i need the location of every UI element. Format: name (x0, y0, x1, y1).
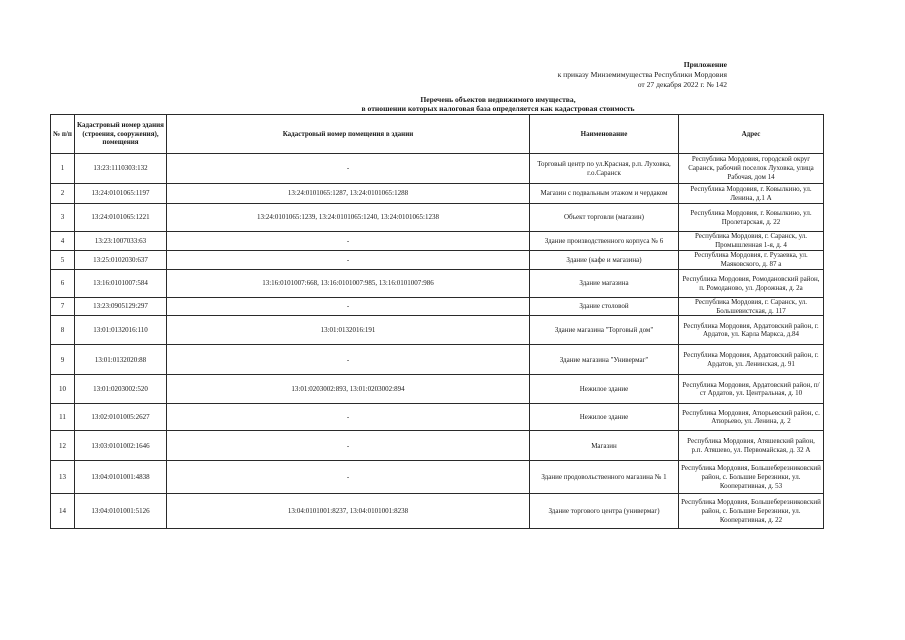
row-number-cell: 3 (51, 204, 75, 232)
object-name-cell: Здание производственного корпуса № 6 (530, 232, 679, 251)
room-cadastral-numbers-cell: - (167, 404, 530, 431)
address-cell: Республика Мордовия, г. Ковылкино, ул. Ленина, д.1 А (679, 184, 824, 204)
cadastral-number-cell: 13:25:0102030:637 (75, 251, 167, 270)
address-cell: Республика Мордовия, Большеберезниковский район, с. Большие Березники, ул. Кооперативная, д. 22 (679, 494, 824, 529)
room-cadastral-numbers-cell: - (167, 232, 530, 251)
row-number-cell: 5 (51, 251, 75, 270)
table-row (51, 404, 824, 431)
address-cell: Республика Мордовия, Ардатовский район, г. Ардатов, ул. Карла Маркса, д.84 (679, 316, 824, 345)
room-cadastral-numbers-cell: - (167, 461, 530, 494)
room-cadastral-numbers-cell: - (167, 154, 530, 184)
appendix-title: Приложение (683, 60, 727, 69)
header-name: Наименование (530, 115, 679, 154)
cadastral-number-cell: 13:23:1110303:132 (75, 154, 167, 184)
room-cadastral-numbers-cell: 13:24:0101065:1239, 13:24:0101065:1240, 13:24:0101065:1238 (167, 204, 530, 232)
row-number-cell: 10 (51, 375, 75, 404)
header-cadastral-number: Кадастровый номер здания (строения, сооружения), помещения (75, 115, 167, 154)
row-number-cell: 6 (51, 270, 75, 298)
row-number-cell: 13 (51, 461, 75, 494)
object-name-cell: Нежилое здание (530, 404, 679, 431)
cadastral-number-cell: 13:23:0905129:297 (75, 298, 167, 316)
cadastral-number-cell: 13:04:0101001:4838 (75, 461, 167, 494)
table-row (51, 270, 824, 298)
table-header-row (51, 115, 824, 154)
address-cell: Республика Мордовия, г. Саранск, ул. Большевистская, д. 117 (679, 298, 824, 316)
table-row (51, 345, 824, 375)
table-row (51, 232, 824, 251)
cadastral-number-cell: 13:03:0101002:1646 (75, 431, 167, 461)
row-number-cell: 1 (51, 154, 75, 184)
table-row (51, 375, 824, 404)
appendix-order-line: к приказу Минземимущества Республики Мордовия (557, 70, 727, 79)
address-cell: Республика Мордовия, Ардатовский район, п/ст Ардатов, ул. Центральная, д. 10 (679, 375, 824, 404)
table-row (51, 298, 824, 316)
table-row (51, 431, 824, 461)
address-cell: Республика Мордовия, Большеберезниковский район, с. Большие Березники, ул. Кооперативная, д. 53 (679, 461, 824, 494)
address-cell: Республика Мордовия, городской округ Саранск, рабочий поселок Луховка, улица Рабочая, дом 14 (679, 154, 824, 184)
room-cadastral-numbers-cell: - (167, 251, 530, 270)
table-row (51, 316, 824, 345)
row-number-cell: 4 (51, 232, 75, 251)
header-address: Адрес (679, 115, 824, 154)
object-name-cell: Торговый центр по ул.Красная, р.п. Луховка, г.о.Саранск (530, 154, 679, 184)
table-row (51, 251, 824, 270)
cadastral-number-cell: 13:24:0101065:1221 (75, 204, 167, 232)
table-row (51, 204, 824, 232)
room-cadastral-numbers-cell: - (167, 345, 530, 375)
object-name-cell: Объект торговли (магазин) (530, 204, 679, 232)
row-number-cell: 7 (51, 298, 75, 316)
property-table (50, 114, 824, 529)
row-number-cell: 9 (51, 345, 75, 375)
cadastral-number-cell: 13:01:0203002:520 (75, 375, 167, 404)
row-number-cell: 12 (51, 431, 75, 461)
cadastral-number-cell: 13:23:1007033:63 (75, 232, 167, 251)
room-cadastral-numbers-cell: - (167, 431, 530, 461)
cadastral-number-cell: 13:24:0101065:1197 (75, 184, 167, 204)
cadastral-number-cell: 13:01:0132020:88 (75, 345, 167, 375)
room-cadastral-numbers-cell: 13:16:0101007:668, 13:16:0101007:985, 13:16:0101007:986 (167, 270, 530, 298)
room-cadastral-numbers-cell: 13:04:0101001:8237, 13:04:0101001:8238 (167, 494, 530, 529)
document-title (278, 96, 718, 113)
table-row (51, 494, 824, 529)
row-number-cell: 8 (51, 316, 75, 345)
address-cell: Республика Мордовия, г. Рузаевка, ул. Маяковского, д. 87 а (679, 251, 824, 270)
table-row (51, 184, 824, 204)
object-name-cell: Здание продовольственного магазина № 1 (530, 461, 679, 494)
address-cell: Республика Мордовия, Атюрьевский район, с. Атюрьево, ул. Ленина, д. 2 (679, 404, 824, 431)
address-cell: Республика Мордовия, Ардатовский район, г. Ардатов, ул. Ленинская, д. 91 (679, 345, 824, 375)
address-cell: Республика Мордовия, Ромодановский район, п. Ромоданово, ул. Дорожная, д. 2а (679, 270, 824, 298)
appendix-block (558, 60, 727, 90)
table-body (51, 154, 824, 529)
object-name-cell: Здание (кафе и магазина) (530, 251, 679, 270)
table-row (51, 154, 824, 184)
object-name-cell: Магазин с подвальным этажом и чердаком (530, 184, 679, 204)
cadastral-number-cell: 13:04:0101001:5126 (75, 494, 167, 529)
table-row (51, 461, 824, 494)
cadastral-number-cell: 13:02:0101005:2627 (75, 404, 167, 431)
room-cadastral-numbers-cell: 13:01:0203002:893, 13:01:0203002:894 (167, 375, 530, 404)
room-cadastral-numbers-cell: 13:01:0132016:191 (167, 316, 530, 345)
object-name-cell: Здание магазина "Торговый дом" (530, 316, 679, 345)
object-name-cell: Здание столовой (530, 298, 679, 316)
address-cell: Республика Мордовия, г. Ковылкино, ул. Пролетарская, д. 22 (679, 204, 824, 232)
object-name-cell: Здание магазина "Универмаг" (530, 345, 679, 375)
address-cell: Республика Мордовия, г. Саранск, ул. Промышленная 1-я, д. 4 (679, 232, 824, 251)
row-number-cell: 14 (51, 494, 75, 529)
appendix-date-line: от 27 декабря 2022 г. № 142 (637, 80, 727, 89)
header-number: № п/п (51, 115, 75, 154)
document-title-line-2: в отношении которых налоговая база определяется как кадастровая стоимость (361, 103, 635, 113)
cadastral-number-cell: 13:16:0101007:584 (75, 270, 167, 298)
row-number-cell: 2 (51, 184, 75, 204)
row-number-cell: 11 (51, 404, 75, 431)
cadastral-number-cell: 13:01:0132016:110 (75, 316, 167, 345)
object-name-cell: Нежилое здание (530, 375, 679, 404)
object-name-cell: Здание магазина (530, 270, 679, 298)
header-room-cadastral-numbers: Кадастровый номер помещения в здании (167, 115, 530, 154)
object-name-cell: Магазин (530, 431, 679, 461)
object-name-cell: Здание торгового центра (универмаг) (530, 494, 679, 529)
room-cadastral-numbers-cell: 13:24:0101065:1287, 13:24:0101065:1288 (167, 184, 530, 204)
address-cell: Республика Мордовия, Атяшевский район, р.п. Атяшево, ул. Первомайская, д. 32 А (679, 431, 824, 461)
document-title-line-1: Перечень объектов недвижимого имущества, (420, 95, 576, 104)
room-cadastral-numbers-cell: - (167, 298, 530, 316)
